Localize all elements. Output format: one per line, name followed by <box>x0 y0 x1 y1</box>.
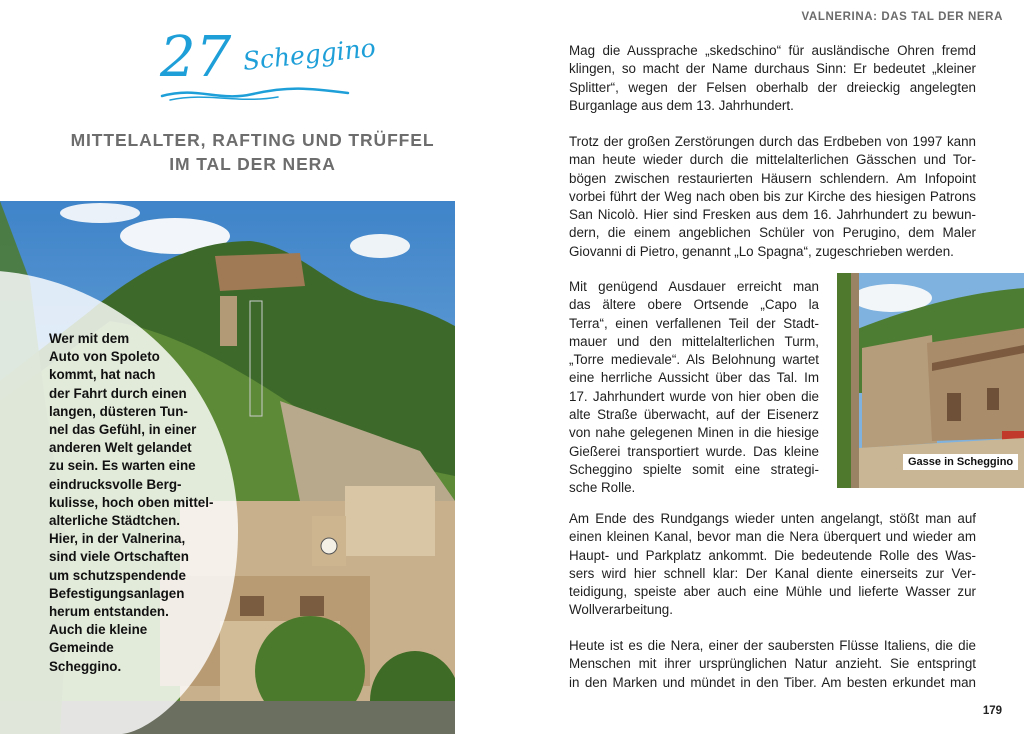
intro-line: herum entstanden. <box>49 604 169 620</box>
text-line: Scheggino spielte somit eine strategi- <box>569 461 819 477</box>
paragraph-capo-la-terra <box>569 278 819 498</box>
text-line: 17. Jahrhundert wurde von hier oben die <box>569 388 819 404</box>
text-line: man heute wieder durch die mittelalterlichen Gässchen und Tor- <box>569 152 976 168</box>
text-line: Terra“, einen verfallenen Teil der Stadt- <box>569 315 819 331</box>
paragraph-canal <box>569 510 976 620</box>
text-line: von nahe gelegenen Minen in die hiesige <box>569 425 819 441</box>
text-line: Heute ist es die Nera, einer der saubersten Flüsse Italiens, die die <box>569 638 976 653</box>
intro-line: Hier, in der Valnerina, <box>49 531 186 547</box>
text-line: mauer und den mittelalterlichen Turm, <box>569 333 819 349</box>
text-line: San Nicolò. Hier sind Fresken aus dem 16. Jahrhundert zu bewun- <box>569 207 976 223</box>
intro-line: Scheggino. <box>49 658 122 674</box>
chapter-subtitle <box>0 128 505 176</box>
text-line: Mit genügend Ausdauer erreicht man <box>569 279 819 294</box>
text-line: alte Straße überwacht, auf der Eisenerz <box>569 407 819 423</box>
intro-line: um schutzspendende <box>49 567 186 583</box>
text-line: sers wird hier schnell klar: Der Kanal diente einerseits zur Ver- <box>569 565 976 581</box>
intro-line: Auch die kleine <box>49 622 148 638</box>
text-line: dern, die einem angeblichen Schüler von Perugino, dem Maler <box>569 225 976 241</box>
text-line: Splitter“, wegen der Felsen oberhalb der dreieckig angelegten <box>569 79 976 95</box>
intro-line: Befestigungsanlagen <box>49 585 185 601</box>
intro-line: anderen Welt gelandet <box>49 440 192 456</box>
text-line: bögen zwischen restaurierten Häusern schlendern. Am Infopoint <box>569 170 976 186</box>
running-head: VALNERINA: DAS TAL DER NERA <box>801 11 1003 23</box>
text-line: vorbei führt der Weg nach oben bis zur Kirche des hiesigen Patrons <box>569 188 976 204</box>
text-line: in den Marken und mündet in den Tiber. Am besten erkundet man <box>569 674 976 690</box>
text-line: Giovanni di Pietro, genannt „Lo Spagna“, zugeschrieben werden. <box>569 243 954 259</box>
text-line: teidigung, speiste aber auch eine Mühle und lieferte Wasser zur <box>569 584 976 600</box>
text-line: Gießerei transportiert wurde. Das kleine <box>569 443 819 459</box>
paragraph-history <box>569 133 976 261</box>
text-line: Burganlage aus dem 13. Jahrhundert. <box>569 97 794 113</box>
text-line: sche Rolle. <box>569 480 636 496</box>
text-line: Am Ende des Rundgangs wieder unten angelangt, stößt man auf <box>569 511 976 526</box>
intro-teaser <box>49 330 234 676</box>
intro-line: der Fahrt durch einen <box>49 385 187 401</box>
text-line: das ältere obere Ortsende „Capo la <box>569 297 819 313</box>
brush-swash-decoration <box>158 82 358 104</box>
text-line: Menschen mit ihrer ursprünglichen Natur anzieht. Sie entspringt <box>569 656 976 672</box>
chapter-number: 27 <box>160 25 232 90</box>
intro-line: eindrucksvolle Berg- <box>49 476 182 492</box>
intro-line: Auto von Spoleto <box>49 349 160 365</box>
intro-line: kulisse, hoch oben mittel- <box>49 494 214 510</box>
intro-line: Gemeinde <box>49 640 114 656</box>
subtitle-line: MITTELALTER, RAFTING UND TRÜFFEL <box>70 130 435 150</box>
intro-line: sind viele Ortschaften <box>49 549 189 565</box>
text-line: Trotz der großen Zerstörungen durch das Erdbeben von 1997 kann <box>569 134 976 149</box>
text-line: Haupt- und Parkplatz ankommt. Die bedeutende Rolle des Was- <box>569 547 976 563</box>
text-line: „Torre medievale“. Als Belohnung wartet <box>569 352 819 368</box>
paragraph-name-origin <box>569 42 976 115</box>
text-line: einen kleinen Kanal, bevor man die Nera überquert und wieder am <box>569 529 976 545</box>
intro-line: langen, düsteren Tun- <box>49 403 188 419</box>
chapter-title: Scheggino <box>241 33 377 76</box>
page-number: 179 <box>982 705 1002 717</box>
intro-line: kommt, hat nach <box>49 367 156 383</box>
paragraph-nera-river <box>569 637 976 692</box>
text-line: Mag die Aussprache „skedschino“ für ausländische Ohren fremd <box>569 43 976 58</box>
text-line: eine herrliche Aussicht über das Tal. Im <box>569 370 819 386</box>
photo-caption: Gasse in Scheggino <box>903 454 1018 470</box>
text-line: klingen, so macht der Name durchaus Sinn: Er bedeutet „kleiner <box>569 61 976 77</box>
text-line: Wollverarbeitung. <box>569 602 673 618</box>
intro-line: nel das Gefühl, in einer <box>49 422 197 438</box>
intro-line: alterliche Städtchen. <box>49 513 180 529</box>
intro-line: Wer mit dem <box>49 331 130 346</box>
intro-line: zu sein. Es warten eine <box>49 458 196 474</box>
subtitle-line: IM TAL DER NERA <box>169 154 336 174</box>
